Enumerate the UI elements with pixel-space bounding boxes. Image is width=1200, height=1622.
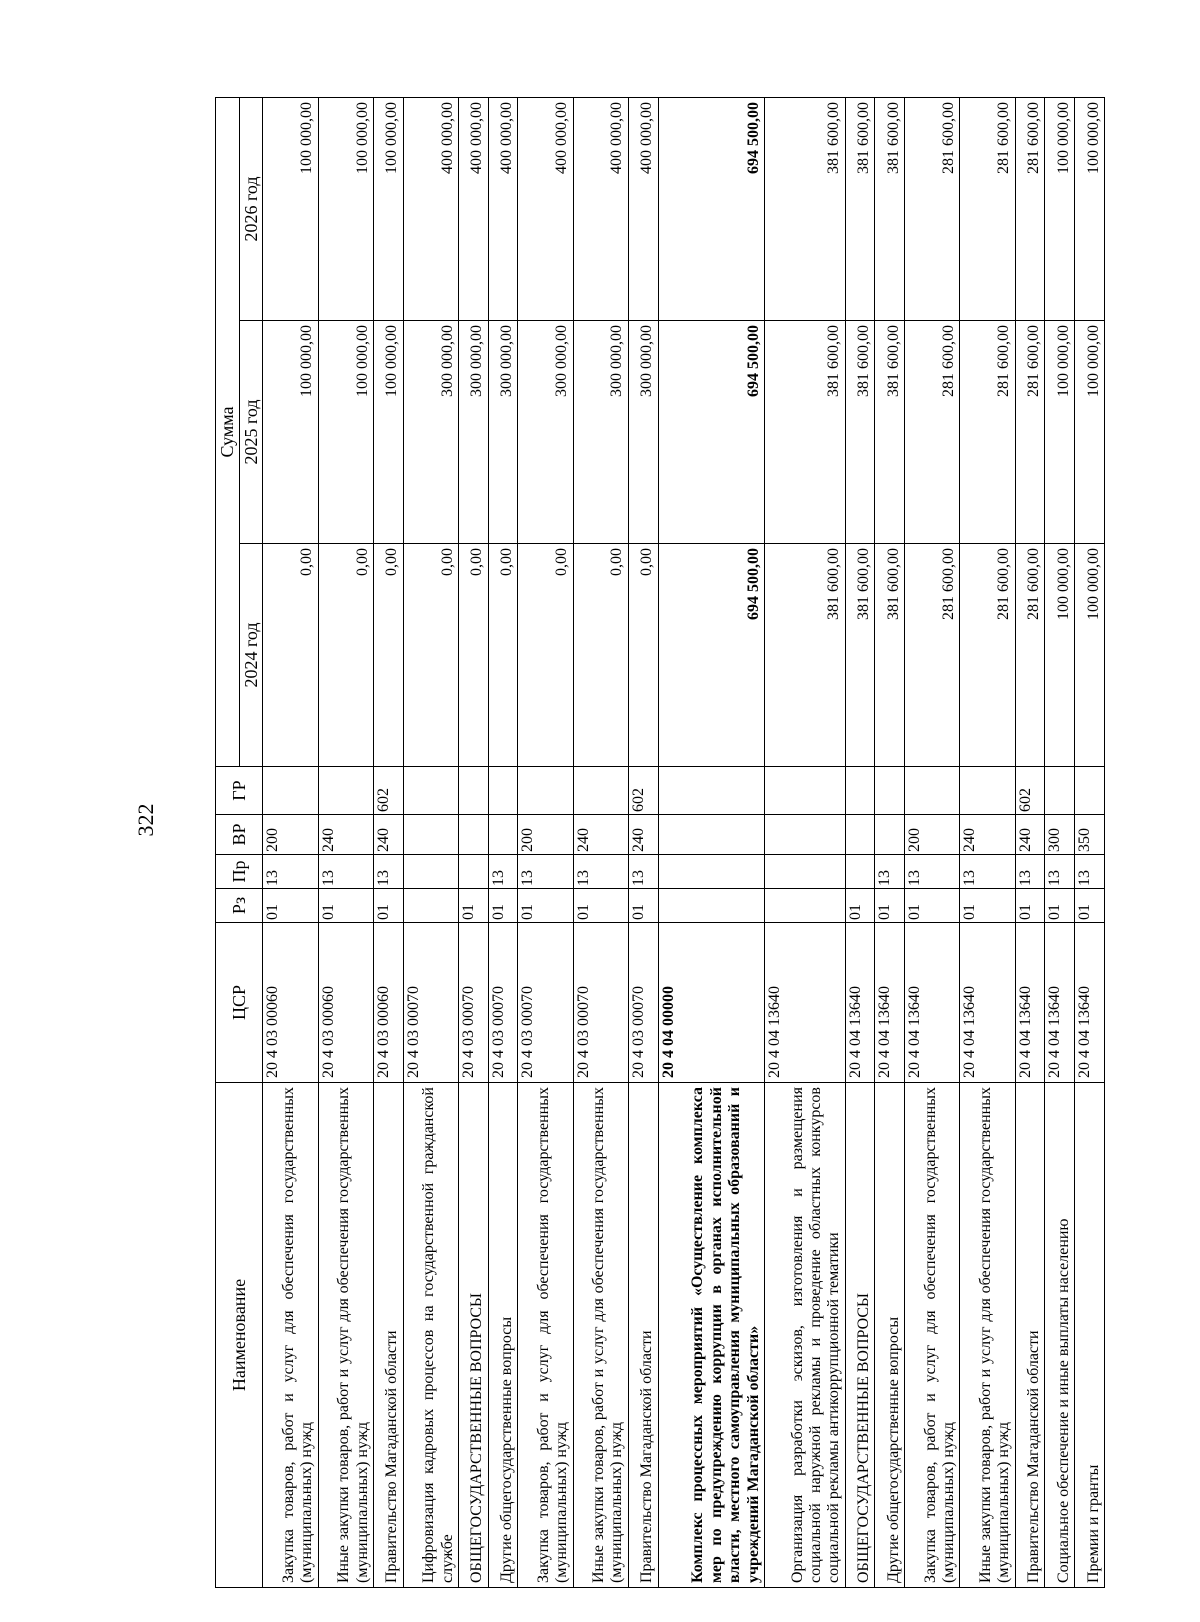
- cell-2025: 381 600,00: [764, 321, 845, 544]
- cell-vr: 200: [905, 815, 960, 855]
- cell-2024: 381 600,00: [764, 544, 845, 767]
- cell-2024: 0,00: [458, 544, 488, 767]
- page-number: [126, 785, 166, 855]
- table-header: [216, 97, 263, 1587]
- header-name: Наименование: [216, 1083, 263, 1588]
- cell-2025: 100 000,00: [373, 321, 403, 544]
- header-csr: ЦСР: [216, 923, 263, 1083]
- cell-name: Правительство Магаданской области: [373, 1083, 403, 1588]
- cell-2026: 100 000,00: [1045, 97, 1075, 320]
- cell-vr: 300: [1045, 815, 1075, 855]
- table-row: [875, 97, 905, 1587]
- cell-pr: 13: [518, 855, 573, 889]
- cell-gr: [845, 767, 875, 815]
- cell-2024: 0,00: [488, 544, 518, 767]
- table-row: [1015, 97, 1045, 1587]
- cell-rz: 01: [518, 889, 573, 923]
- cell-rz: 01: [488, 889, 518, 923]
- cell-csr: 20 4 03 00060: [318, 923, 373, 1083]
- cell-name: Иные закупки товаров, работ и услуг для обеспечения государственных (муниципальных) нужд: [318, 1083, 373, 1588]
- cell-pr: [845, 855, 875, 889]
- cell-2025: 300 000,00: [403, 321, 458, 544]
- cell-rz: [658, 889, 764, 923]
- cell-2026: 381 600,00: [875, 97, 905, 320]
- header-vr: ВР: [216, 815, 263, 855]
- cell-2025: 300 000,00: [488, 321, 518, 544]
- table-row: [263, 97, 318, 1587]
- cell-2026: 694 500,00: [658, 97, 764, 320]
- cell-pr: [658, 855, 764, 889]
- cell-csr: 20 4 04 00000: [658, 923, 764, 1083]
- cell-2024: 0,00: [628, 544, 658, 767]
- cell-2024: 0,00: [518, 544, 573, 767]
- cell-2026: 281 600,00: [905, 97, 960, 320]
- cell-2025: 300 000,00: [573, 321, 628, 544]
- cell-rz: 01: [905, 889, 960, 923]
- cell-name: Закупка товаров, работ и услуг для обеспечения государственных (муниципальных) нужд: [518, 1083, 573, 1588]
- cell-vr: 350: [1075, 815, 1105, 855]
- header-rz: Рз: [216, 889, 263, 923]
- cell-rz: 01: [1075, 889, 1105, 923]
- header-pr: Пр: [216, 855, 263, 889]
- cell-2025: 300 000,00: [458, 321, 488, 544]
- cell-pr: 13: [905, 855, 960, 889]
- cell-pr: [764, 855, 845, 889]
- cell-name: Другие общегосударственные вопросы: [488, 1083, 518, 1588]
- table-row: [628, 97, 658, 1587]
- cell-name: Закупка товаров, работ и услуг для обеспечения государственных (муниципальных) нужд: [905, 1083, 960, 1588]
- cell-csr: 20 4 04 13640: [845, 923, 875, 1083]
- cell-name: Закупка товаров, работ и услуг для обеспечения государственных (муниципальных) нужд: [263, 1083, 318, 1588]
- cell-2026: 400 000,00: [518, 97, 573, 320]
- cell-csr: 20 4 04 13640: [764, 923, 845, 1083]
- rotated-table-container: [215, 98, 1105, 1588]
- cell-rz: 01: [628, 889, 658, 923]
- cell-name: Другие общегосударственные вопросы: [875, 1083, 905, 1588]
- cell-rz: 01: [458, 889, 488, 923]
- cell-2026: 400 000,00: [488, 97, 518, 320]
- cell-csr: 20 4 03 00060: [373, 923, 403, 1083]
- cell-vr: [658, 815, 764, 855]
- cell-2025: 281 600,00: [960, 321, 1015, 544]
- cell-2026: 381 600,00: [764, 97, 845, 320]
- cell-gr: [403, 767, 458, 815]
- cell-rz: 01: [875, 889, 905, 923]
- cell-vr: [458, 815, 488, 855]
- cell-rz: 01: [318, 889, 373, 923]
- cell-2025: 100 000,00: [1045, 321, 1075, 544]
- cell-2026: 400 000,00: [628, 97, 658, 320]
- cell-vr: [403, 815, 458, 855]
- cell-name: ОБЩЕГОСУДАРСТВЕННЫЕ ВОПРОСЫ: [458, 1083, 488, 1588]
- cell-gr: [573, 767, 628, 815]
- cell-csr: 20 4 04 13640: [875, 923, 905, 1083]
- cell-name: Социальное обеспечение и иные выплаты населению: [1045, 1083, 1075, 1588]
- table-row: [1075, 97, 1105, 1587]
- cell-2024: 281 600,00: [960, 544, 1015, 767]
- cell-csr: 20 4 04 13640: [960, 923, 1015, 1083]
- cell-csr: 20 4 03 00070: [628, 923, 658, 1083]
- cell-2026: 400 000,00: [458, 97, 488, 320]
- cell-vr: 240: [628, 815, 658, 855]
- cell-pr: 13: [263, 855, 318, 889]
- cell-gr: 602: [373, 767, 403, 815]
- cell-2024: 381 600,00: [875, 544, 905, 767]
- cell-vr: [764, 815, 845, 855]
- cell-2026: 281 600,00: [1015, 97, 1045, 320]
- cell-2024: 281 600,00: [1015, 544, 1045, 767]
- cell-vr: 200: [518, 815, 573, 855]
- cell-rz: 01: [1045, 889, 1075, 923]
- cell-rz: [764, 889, 845, 923]
- cell-csr: 20 4 03 00060: [263, 923, 318, 1083]
- cell-name: Комплекс процессных мероприятий «Осуществление комплекса мер по предупреждению коррупции в органах исполнительной власти, местного самоуправления муниципальных образований и учреждений Магаданской области»: [658, 1083, 764, 1588]
- cell-vr: [845, 815, 875, 855]
- budget-table: [215, 97, 1105, 1588]
- cell-2025: 381 600,00: [845, 321, 875, 544]
- table-row: [905, 97, 960, 1587]
- cell-csr: 20 4 03 00070: [403, 923, 458, 1083]
- cell-2026: 400 000,00: [573, 97, 628, 320]
- cell-2025: 694 500,00: [658, 321, 764, 544]
- header-2026: 2026 год: [239, 97, 263, 320]
- cell-2024: 0,00: [373, 544, 403, 767]
- table-row: [764, 97, 845, 1587]
- cell-gr: 602: [1015, 767, 1045, 815]
- cell-gr: [518, 767, 573, 815]
- cell-rz: 01: [573, 889, 628, 923]
- cell-rz: [403, 889, 458, 923]
- cell-gr: 602: [628, 767, 658, 815]
- cell-2026: 400 000,00: [403, 97, 458, 320]
- header-2025: 2025 год: [239, 321, 263, 544]
- table-row: [960, 97, 1015, 1587]
- cell-2026: 381 600,00: [845, 97, 875, 320]
- table-row: [373, 97, 403, 1587]
- cell-2024: 0,00: [318, 544, 373, 767]
- cell-pr: 13: [573, 855, 628, 889]
- cell-vr: 240: [573, 815, 628, 855]
- cell-gr: [458, 767, 488, 815]
- cell-csr: 20 4 03 00070: [488, 923, 518, 1083]
- cell-gr: [1075, 767, 1105, 815]
- cell-name: ОБЩЕГОСУДАРСТВЕННЫЕ ВОПРОСЫ: [845, 1083, 875, 1588]
- cell-gr: [318, 767, 373, 815]
- cell-rz: 01: [960, 889, 1015, 923]
- cell-gr: [905, 767, 960, 815]
- table-body: [263, 97, 1105, 1587]
- cell-gr: [488, 767, 518, 815]
- cell-2025: 100 000,00: [1075, 321, 1105, 544]
- cell-name: Правительство Магаданской области: [628, 1083, 658, 1588]
- cell-gr: [875, 767, 905, 815]
- cell-name: Иные закупки товаров, работ и услуг для обеспечения государственных (муниципальных) нужд: [960, 1083, 1015, 1588]
- cell-csr: 20 4 04 13640: [905, 923, 960, 1083]
- cell-gr: [960, 767, 1015, 815]
- cell-name: Премии и гранты: [1075, 1083, 1105, 1588]
- cell-2024: 100 000,00: [1045, 544, 1075, 767]
- cell-name: Организация разработки эскизов, изготовления и размещения социальной наружной рекламы и проведение областных конкурсов социальной рекламы антикоррупционной тематики: [764, 1083, 845, 1588]
- cell-vr: [875, 815, 905, 855]
- cell-pr: 13: [1045, 855, 1075, 889]
- cell-2024: 381 600,00: [845, 544, 875, 767]
- cell-gr: [764, 767, 845, 815]
- cell-2026: 100 000,00: [263, 97, 318, 320]
- cell-name: Цифровизация кадровых процессов на государственной гражданской службе: [403, 1083, 458, 1588]
- cell-2025: 100 000,00: [263, 321, 318, 544]
- cell-csr: 20 4 04 13640: [1075, 923, 1105, 1083]
- table-row: [845, 97, 875, 1587]
- table-row: [518, 97, 573, 1587]
- cell-pr: 13: [373, 855, 403, 889]
- cell-pr: 13: [1015, 855, 1045, 889]
- cell-2026: 100 000,00: [373, 97, 403, 320]
- cell-2025: 300 000,00: [518, 321, 573, 544]
- cell-name: Иные закупки товаров, работ и услуг для обеспечения государственных (муниципальных) нужд: [573, 1083, 628, 1588]
- cell-csr: 20 4 04 13640: [1015, 923, 1045, 1083]
- table-row: [1045, 97, 1075, 1587]
- cell-csr: 20 4 03 00070: [573, 923, 628, 1083]
- cell-2025: 281 600,00: [1015, 321, 1045, 544]
- cell-vr: [488, 815, 518, 855]
- cell-csr: 20 4 03 00070: [458, 923, 488, 1083]
- cell-rz: 01: [1015, 889, 1045, 923]
- cell-pr: 13: [1075, 855, 1105, 889]
- table-row: [658, 97, 764, 1587]
- table-row: [573, 97, 628, 1587]
- cell-pr: 13: [318, 855, 373, 889]
- cell-pr: [458, 855, 488, 889]
- cell-gr: [263, 767, 318, 815]
- cell-vr: 240: [373, 815, 403, 855]
- page-number-text: 322: [133, 803, 158, 837]
- cell-2024: 0,00: [403, 544, 458, 767]
- cell-2024: 0,00: [573, 544, 628, 767]
- cell-rz: 01: [845, 889, 875, 923]
- cell-vr: 240: [1015, 815, 1045, 855]
- cell-2026: 100 000,00: [1075, 97, 1105, 320]
- cell-rz: 01: [373, 889, 403, 923]
- cell-2026: 281 600,00: [960, 97, 1015, 320]
- cell-pr: 13: [960, 855, 1015, 889]
- cell-vr: 240: [318, 815, 373, 855]
- cell-2025: 281 600,00: [905, 321, 960, 544]
- cell-2025: 100 000,00: [318, 321, 373, 544]
- cell-2025: 300 000,00: [628, 321, 658, 544]
- table-row: [403, 97, 458, 1587]
- header-sum: Сумма: [216, 97, 240, 766]
- cell-2024: 694 500,00: [658, 544, 764, 767]
- cell-pr: 13: [875, 855, 905, 889]
- cell-2026: 100 000,00: [318, 97, 373, 320]
- cell-pr: 13: [488, 855, 518, 889]
- cell-vr: 200: [263, 815, 318, 855]
- cell-2025: 381 600,00: [875, 321, 905, 544]
- cell-vr: 240: [960, 815, 1015, 855]
- cell-gr: [658, 767, 764, 815]
- table-row: [458, 97, 488, 1587]
- cell-csr: 20 4 03 00070: [518, 923, 573, 1083]
- cell-pr: 13: [628, 855, 658, 889]
- cell-pr: [403, 855, 458, 889]
- cell-csr: 20 4 04 13640: [1045, 923, 1075, 1083]
- table-row: [318, 97, 373, 1587]
- header-gr: ГР: [216, 767, 263, 815]
- table-row: [488, 97, 518, 1587]
- cell-name: Правительство Магаданской области: [1015, 1083, 1045, 1588]
- cell-2024: 281 600,00: [905, 544, 960, 767]
- cell-2024: 0,00: [263, 544, 318, 767]
- cell-gr: [1045, 767, 1075, 815]
- header-2024: 2024 год: [239, 544, 263, 767]
- cell-rz: 01: [263, 889, 318, 923]
- cell-2024: 100 000,00: [1075, 544, 1105, 767]
